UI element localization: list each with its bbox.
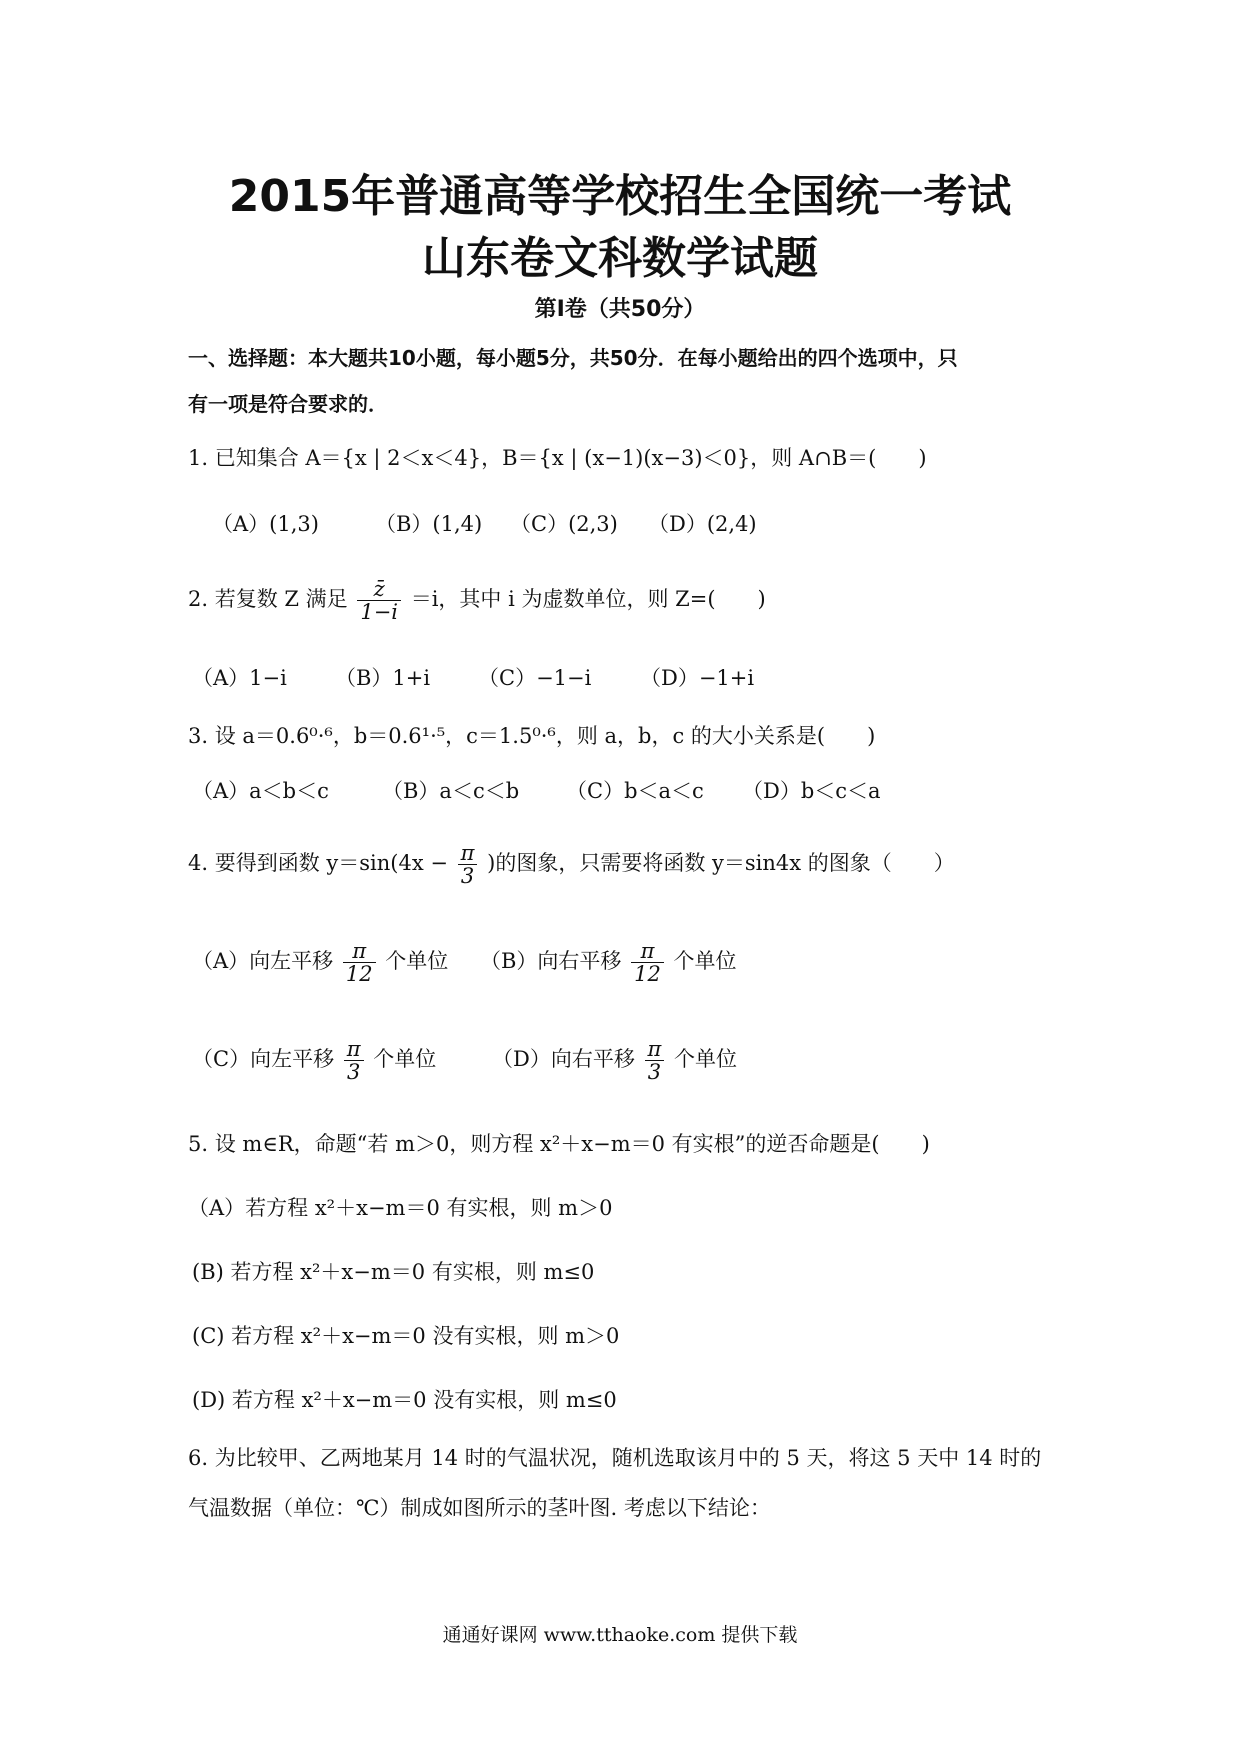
question-3-option-d: （D）b＜c＜a	[742, 779, 881, 803]
question-2-option-a: （A）1−i	[192, 666, 287, 690]
question-2-stem-prefix: 2. 若复数 Z 满足	[188, 587, 348, 612]
question-4-option-c-suffix: 个单位	[373, 1047, 437, 1072]
question-4-fraction	[458, 842, 478, 887]
question-4-option-b-numerator: π	[631, 940, 664, 963]
question-1-option-a: （A）(1,3)	[212, 512, 319, 536]
question-4-option-b-suffix: 个单位	[673, 949, 737, 974]
question-5-option-b: (B) 若方程 x²＋x−m＝0 有实根，则 m≤0	[192, 1260, 595, 1284]
instructions-line1: 一、选择题：本大题共10小题，每小题5分，共50分．在每小题给出的四个选项中，只	[188, 346, 958, 370]
question-5-option-a: （A）若方程 x²＋x−m＝0 有实根，则 m＞0	[188, 1196, 613, 1220]
question-4-option-c-fraction	[344, 1038, 364, 1083]
question-4-option-c	[192, 1038, 436, 1083]
question-5-option-c: (C) 若方程 x²＋x−m＝0 没有实根，则 m＞0	[192, 1324, 620, 1348]
question-4-option-c-denominator: 3	[346, 1060, 361, 1085]
question-6-line1: 6. 为比较甲、乙两地某月 14 时的气温状况，随机选取该月中的 5 天，将这 5 天中 14 时的	[188, 1446, 1042, 1470]
question-4-option-d-prefix: （D）向右平移	[492, 1047, 635, 1072]
question-4-stem-prefix: 4. 要得到函数 y＝sin(4x −	[188, 851, 448, 876]
question-4-option-a-numerator: π	[343, 940, 376, 963]
question-2-fraction-numerator: z̄	[357, 578, 401, 601]
question-6-line2: 气温数据（单位：℃）制成如图所示的茎叶图. 考虑以下结论：	[188, 1496, 771, 1520]
question-4-fraction-numerator: π	[458, 842, 478, 865]
question-4-option-b-denominator: 12	[634, 962, 661, 987]
question-2-option-d: （D）−1+i	[640, 666, 755, 690]
question-1-option-b: （B）(1,4)	[375, 512, 483, 536]
question-1-option-d: （D）(2,4)	[648, 512, 757, 536]
question-4-option-a-denominator: 12	[345, 962, 373, 987]
instructions-line2: 有一项是符合要求的．	[188, 392, 388, 416]
question-4-option-b	[480, 940, 737, 985]
question-4-option-d-suffix: 个单位	[674, 1047, 738, 1072]
question-4-option-a-prefix: （A）向左平移	[192, 949, 334, 974]
question-5-stem: 5. 设 m∈R，命题“若 m＞0，则方程 x²＋x−m＝0 有实根”的逆否命题是( )	[188, 1132, 930, 1156]
question-4-stem	[188, 842, 955, 887]
question-1-option-c: （C）(2,3)	[510, 512, 618, 536]
question-3-option-b: （B）a＜c＜b	[382, 779, 520, 803]
question-4-fraction-denominator: 3	[460, 864, 475, 889]
question-1-stem: 1. 已知集合 A＝{x | 2＜x＜4}，B＝{x | (x−1)(x−3)＜0}，则 A∩B＝( )	[188, 446, 927, 470]
question-4-option-c-prefix: （C）向左平移	[192, 1047, 335, 1072]
question-4-option-b-prefix: （B）向右平移	[480, 949, 622, 974]
question-4-option-d-fraction	[645, 1038, 665, 1083]
question-4-option-d-numerator: π	[645, 1038, 665, 1061]
question-4-option-d-denominator: 3	[647, 1060, 662, 1085]
section-heading: 第Ⅰ卷（共50分）	[534, 297, 706, 322]
exam-title-line1: 2015年普通高等学校招生全国统一考试	[228, 171, 1012, 222]
question-4-option-b-fraction	[631, 940, 664, 985]
question-4-stem-suffix: )的图象，只需要将函数 y＝sin4x 的图象（ ）	[487, 851, 955, 876]
question-2-fraction	[357, 578, 401, 623]
question-4-option-a	[192, 940, 448, 985]
question-3-option-c: （C）b＜a＜c	[566, 779, 704, 803]
question-2-option-b: （B）1+i	[335, 666, 431, 690]
question-3-option-a: （A）a＜b＜c	[192, 779, 329, 803]
exam-title-line2: 山东卷文科数学试题	[422, 233, 818, 284]
question-4-option-a-suffix: 个单位	[385, 949, 449, 974]
question-2-stem-suffix: ＝i，其中 i 为虚数单位，则 Z=( )	[410, 587, 766, 612]
question-3-stem: 3. 设 a＝0.6⁰·⁶，b＝0.6¹·⁵，c＝1.5⁰·⁶，则 a，b，c 的大小关系是( )	[188, 724, 876, 748]
question-2-option-c: （C）−1−i	[478, 666, 592, 690]
question-4-option-c-numerator: π	[344, 1038, 364, 1061]
question-2-fraction-denominator: 1−i	[360, 600, 399, 625]
question-4-option-a-fraction	[343, 940, 376, 985]
question-2-stem	[188, 578, 766, 623]
question-5-option-d: (D) 若方程 x²＋x−m＝0 没有实根，则 m≤0	[192, 1388, 617, 1412]
question-4-option-d	[492, 1038, 737, 1083]
page-footer: 通通好课网 www.tthaoke.com 提供下载	[442, 1624, 798, 1646]
